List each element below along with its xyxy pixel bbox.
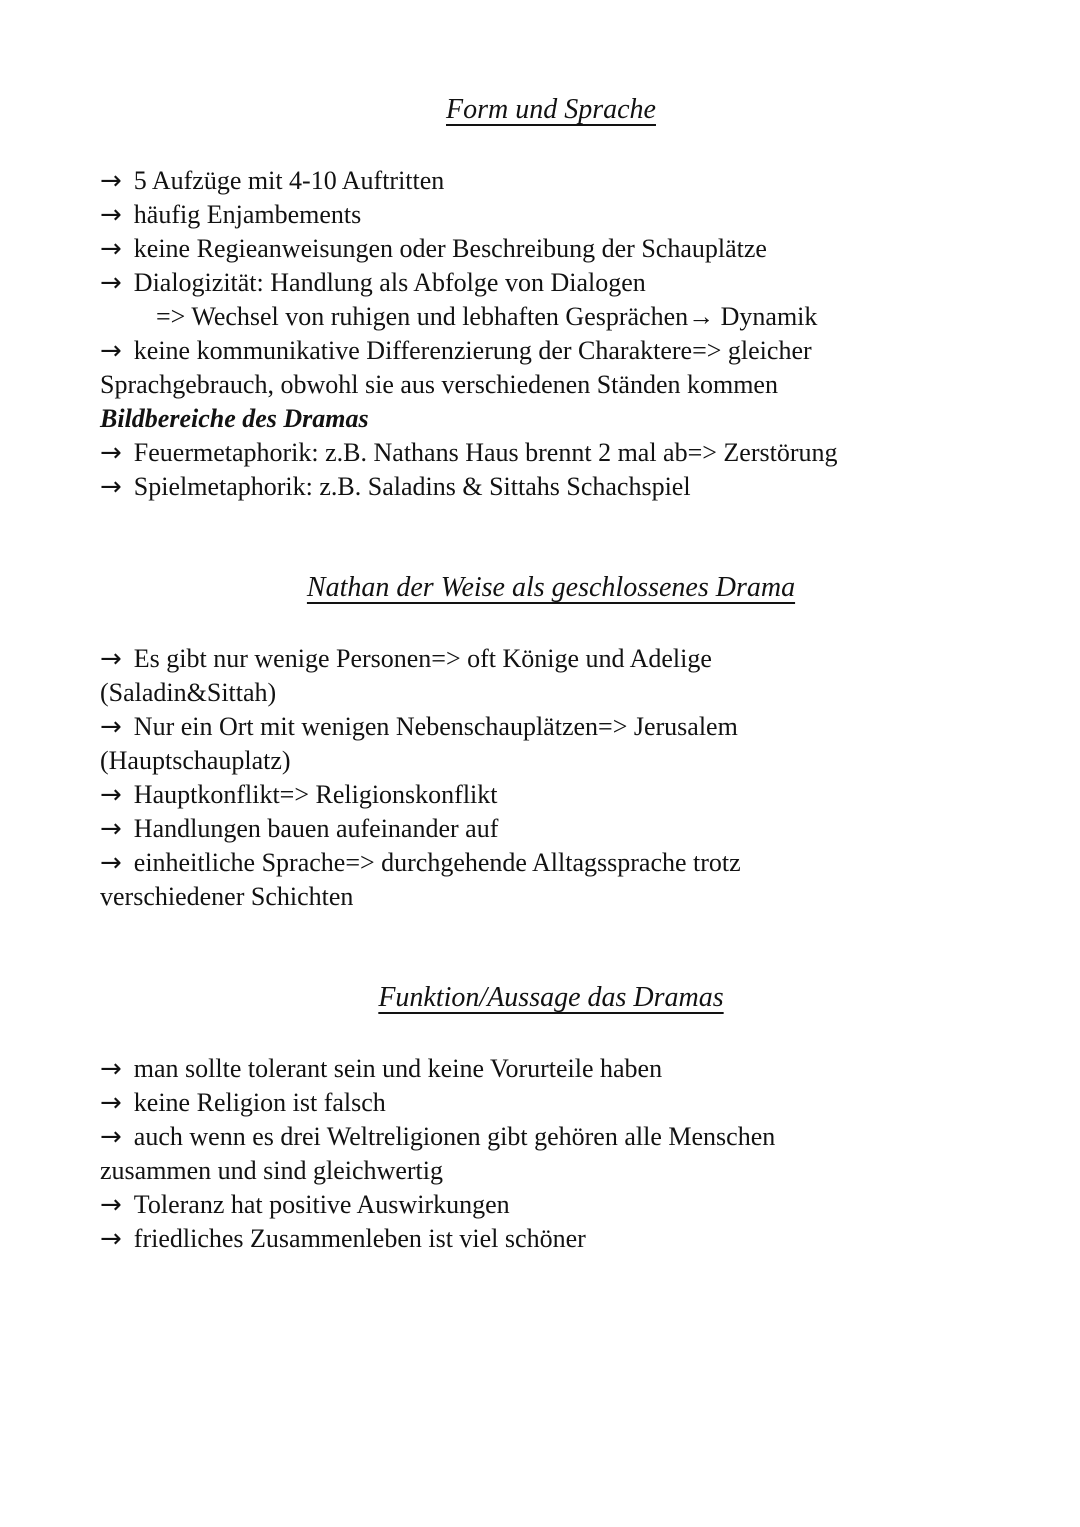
section-heading-text: Funktion/Aussage das Dramas — [378, 982, 724, 1013]
bullet-item — [100, 1120, 1002, 1154]
bullet-item — [100, 642, 1002, 676]
bullet-text: auch wenn es drei Weltreligionen gibt gehören alle Menschen — [133, 1122, 776, 1151]
section-heading-text: Nathan der Weise als geschlossenes Drama — [306, 572, 796, 603]
bullet-item — [100, 1086, 1002, 1120]
bullet-text: Hauptkonflikt=> Religionskonflikt — [133, 780, 498, 809]
bullet-text: friedliches Zusammenleben ist viel schöner — [133, 1224, 586, 1253]
bullet-text: häufig Enjambements — [133, 200, 362, 229]
arrow-icon: → — [100, 1122, 122, 1152]
bullet-text: Toleranz hat positive Auswirkungen — [133, 1190, 510, 1219]
arrow-icon: → — [100, 234, 122, 264]
continuation-line: verschiedener Schichten — [100, 882, 354, 911]
bullet-text: man sollte tolerant sein und keine Vorurteile haben — [133, 1054, 663, 1083]
bullet-item — [100, 470, 1002, 504]
bullet-item — [100, 436, 1002, 470]
arrow-icon: → — [100, 1190, 122, 1220]
arrow-icon: → — [100, 644, 122, 674]
bullet-item — [100, 198, 1002, 232]
sub-bullet-line: => Wechsel von ruhigen und lebhaften Gesprächen→ Dynamik — [156, 302, 818, 331]
section-heading — [100, 980, 1002, 1016]
section-geschlossenes-drama — [100, 570, 1002, 914]
arrow-icon: → — [100, 780, 122, 810]
bullet-item — [100, 232, 1002, 266]
section-heading-text: Form und Sprache — [446, 94, 656, 125]
section-heading — [100, 92, 1002, 128]
bullet-item — [100, 164, 1002, 198]
arrow-icon: → — [100, 848, 122, 878]
bullet-text: keine kommunikative Differenzierung der Charaktere=> gleicher — [133, 336, 812, 365]
arrow-icon: → — [100, 472, 122, 502]
bullet-item — [100, 1188, 1002, 1222]
arrow-icon: → — [100, 1054, 122, 1084]
arrow-icon: → — [100, 438, 122, 468]
continuation-line: (Saladin&Sittah) — [100, 678, 277, 707]
bullet-text: Dialogizität: Handlung als Abfolge von Dialogen — [133, 268, 646, 297]
bullet-item — [100, 266, 1002, 300]
arrow-icon: → — [100, 200, 122, 230]
arrow-icon: → — [100, 336, 122, 366]
subheading-bildbereiche: Bildbereiche des Dramas — [100, 404, 369, 433]
continuation-line: zusammen und sind gleichwertig — [100, 1156, 443, 1185]
bullet-item — [100, 1222, 1002, 1256]
bullet-item — [100, 778, 1002, 812]
bullet-text: 5 Aufzüge mit 4-10 Auftritten — [133, 166, 445, 195]
arrow-icon: → — [100, 1224, 122, 1254]
bullet-item — [100, 710, 1002, 744]
continuation-line: (Hauptschauplatz) — [100, 746, 291, 775]
bullet-item — [100, 1052, 1002, 1086]
continuation-line: Sprachgebrauch, obwohl sie aus verschiedenen Ständen kommen — [100, 370, 778, 399]
arrow-icon: → — [100, 814, 122, 844]
bullet-item — [100, 334, 1002, 368]
arrow-icon: → — [100, 712, 122, 742]
bullet-text: Nur ein Ort mit wenigen Nebenschauplätzen=> Jerusalem — [133, 712, 738, 741]
bullet-text: Spielmetaphorik: z.B. Saladins & Sittahs Schachspiel — [133, 472, 691, 501]
bullet-item — [100, 812, 1002, 846]
bullet-item — [100, 846, 1002, 880]
bullet-text: einheitliche Sprache=> durchgehende Alltagssprache trotz — [133, 848, 741, 877]
arrow-icon: → — [100, 1088, 122, 1118]
bullet-text: Es gibt nur wenige Personen=> oft Könige und Adelige — [133, 644, 712, 673]
section-form-und-sprache — [100, 92, 1002, 504]
bullet-text: keine Regieanweisungen oder Beschreibung der Schauplätze — [133, 234, 767, 263]
bullet-text: keine Religion ist falsch — [133, 1088, 386, 1117]
bullet-text: Feuermetaphorik: z.B. Nathans Haus brennt 2 mal ab=> Zerstörung — [133, 438, 838, 467]
section-heading — [100, 570, 1002, 606]
arrow-icon: → — [100, 268, 122, 298]
bullet-text: Handlungen bauen aufeinander auf — [133, 814, 499, 843]
arrow-icon: → — [100, 166, 122, 196]
section-funktion-aussage — [100, 980, 1002, 1256]
